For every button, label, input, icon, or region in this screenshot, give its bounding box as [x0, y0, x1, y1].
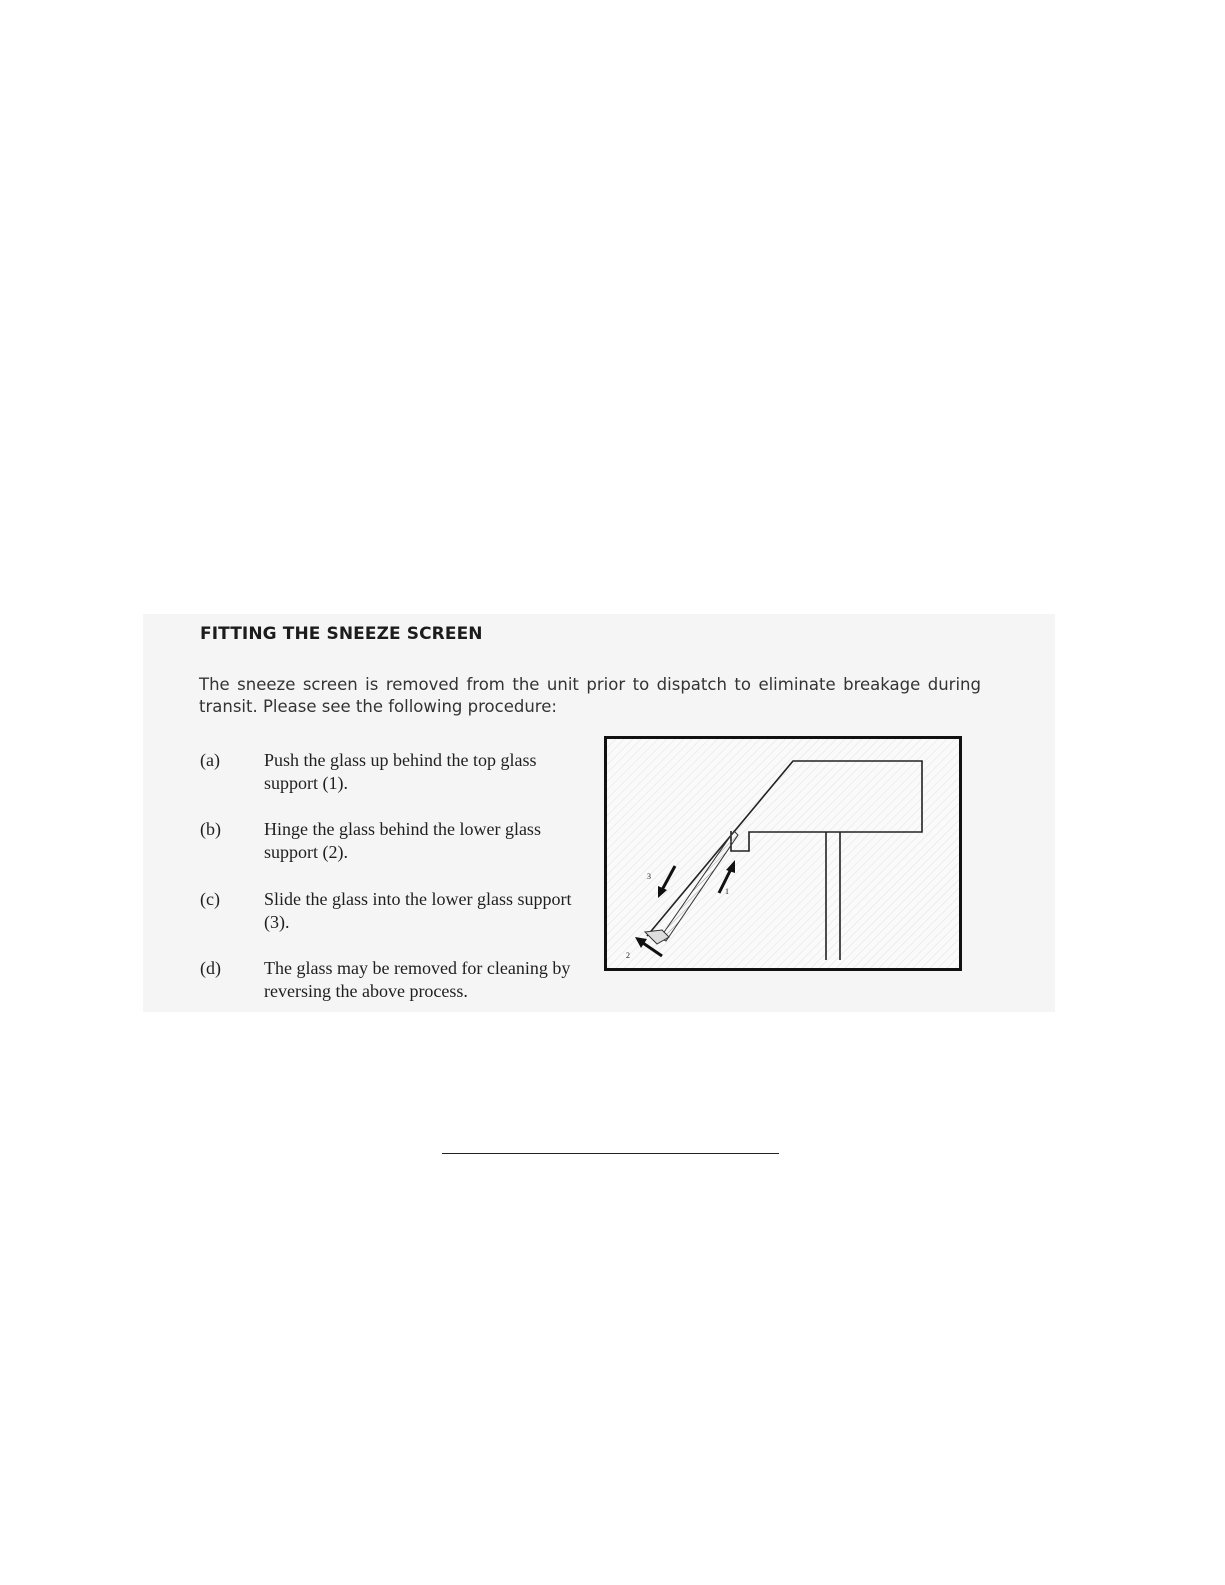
step-label: (b)	[200, 819, 221, 839]
intro-paragraph: The sneeze screen is removed from the unit prior to dispatch to eliminate breakage during transit. Please see the following procedure:	[199, 675, 981, 716]
callout-1: 1	[725, 887, 729, 896]
callout-3: 3	[647, 872, 651, 881]
step-label: (d)	[200, 958, 221, 978]
step-label: (c)	[200, 889, 220, 909]
sneeze-screen-diagram	[604, 736, 962, 971]
section-heading: FITTING THE SNEEZE SCREEN	[200, 624, 483, 644]
step-label: (a)	[200, 750, 220, 770]
step-text: The glass may be removed for cleaning by reversing the above process.	[264, 958, 571, 1001]
callout-2: 2	[626, 951, 630, 960]
horizontal-rule	[442, 1153, 779, 1154]
step-text: Slide the glass into the lower glass support (3).	[264, 889, 572, 932]
step-text: Push the glass up behind the top glass support (1).	[264, 750, 537, 793]
diagram-drawing	[607, 739, 959, 968]
step-text: Hinge the glass behind the lower glass support (2).	[264, 819, 541, 862]
